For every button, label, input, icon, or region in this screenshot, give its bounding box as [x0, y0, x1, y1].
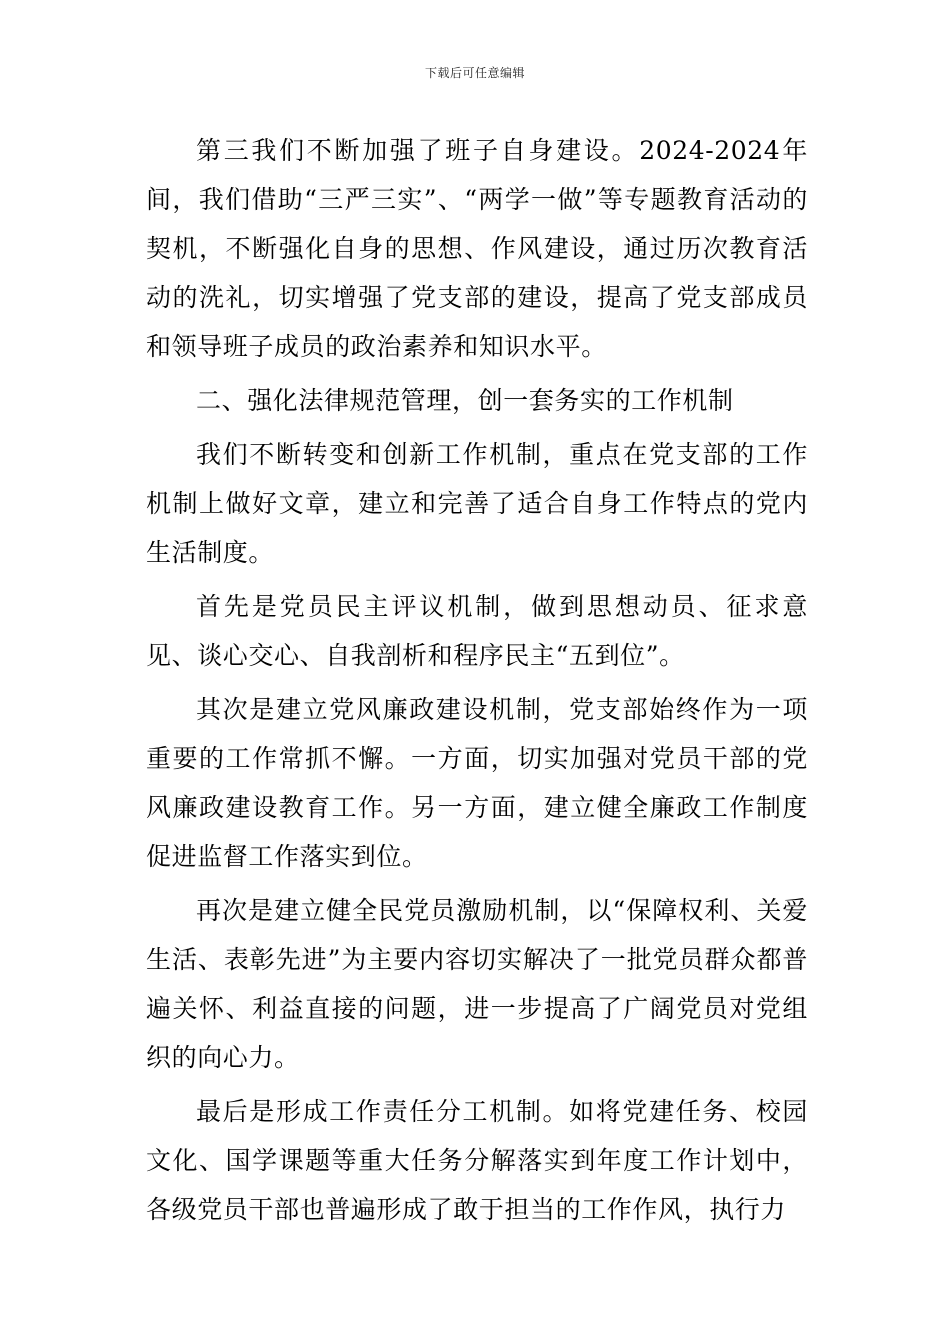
paragraph-work-mechanism: 我们不断转变和创新工作机制，重点在党支部的工作机制上做好文章，建立和完善了适合自身工作特点的党内生活制度。 [146, 440, 808, 567]
paragraph-democratic-review: 首先是党员民主评议机制，做到思想动员、征求意见、谈心交心、自我剖析和程序民主“五到位”。 [146, 592, 808, 670]
page-header: 下载后可任意编辑 [424, 66, 525, 80]
paragraph-incentive-mechanism: 再次是建立健全民党员激励机制，以“保障权利、关爱生活、表彰先进”为主要内容切实解决了一批党员群众都普遍关怀、利益直接的问题，进一步提高了广阔党员对党组织的向心力。 [146, 896, 808, 1072]
section-heading: 二、强化法律规范管理，创一套务实的工作机制 [196, 386, 734, 415]
paragraph-team-building: 第三我们不断加强了班子自身建设。2024-2024年间，我们借助“三严三实”、“两学一做”等专题教育活动的契机，不断强化自身的思想、作风建设，通过历次教育活动的洗礼，切实增强了党支部的建设，提高了党支部成员和领导班子成员的政治素养和知识水平。 [146, 136, 808, 361]
document-body [146, 126, 808, 1239]
paragraph-responsibility-mechanism: 最后是形成工作责任分工机制。如将党建任务、校园文化、国学课题等重大任务分解落实到年度工作计划中，各级党员干部也普遍形成了敢于担当的工作作风，执行力 [146, 1097, 808, 1224]
paragraph-integrity-mechanism: 其次是建立党风廉政建设机制，党支部始终作为一项重要的工作常抓不懈。一方面，切实加强对党员干部的党风廉政建设教育工作。另一方面，建立健全廉政工作制度促进监督工作落实到位。 [146, 695, 808, 871]
